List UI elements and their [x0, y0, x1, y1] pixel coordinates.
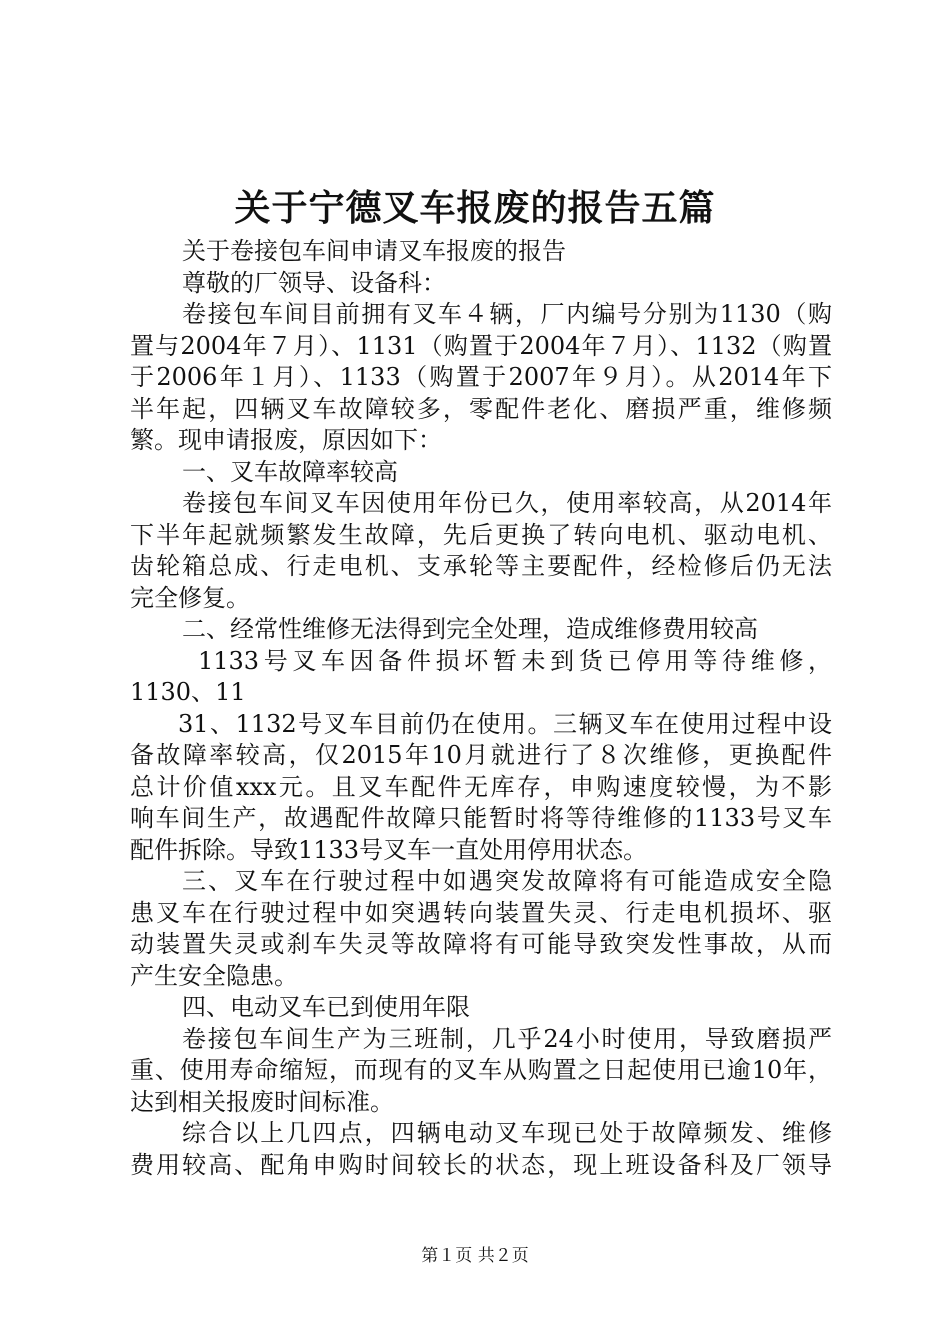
section-heading: 三、叉车在行驶过程中如遇突发故障将有可能造成安全隐 — [182, 867, 832, 895]
paragraph-line: 重、使用寿命缩短，而现有的叉车从购置之日起使用已逾10年， — [130, 1056, 832, 1084]
paragraph-line: 备故障率较高，仅2015年10月就进行了８次维修，更换配件 — [130, 741, 832, 769]
subtitle-line: 关于卷接包车间申请叉车报废的报告 — [182, 237, 566, 265]
paragraph-line: 下半年起就频繁发生故障，先后更换了转向电机、驱动电机、 — [130, 520, 832, 549]
paragraph-line: 完全修复。 — [130, 583, 250, 612]
paragraph-line: 半年起，四辆叉车故障较多，零配件老化、磨损严重，维修频 — [130, 394, 832, 423]
page-footer: 第１页 共２页 — [421, 1246, 529, 1266]
document-title: 关于宁德叉车报废的报告五篇 — [234, 187, 716, 229]
salutation-line: 尊敬的厂领导、设备科： — [182, 268, 446, 297]
paragraph-line: 配件拆除。导致1133号叉车一直处用停用状态。 — [130, 835, 648, 864]
document-body — [130, 236, 832, 1181]
paragraph-line: 齿轮箱总成、行走电机、支承轮等主要配件，经检修后仍无法 — [130, 552, 832, 580]
paragraph-line: 1130、11 — [130, 678, 246, 706]
paragraph-line: 繁。现申请报废，原因如下： — [130, 426, 442, 454]
paragraph-line: 31、1132号叉车目前仍在使用。三辆叉车在使用过程中设 — [178, 709, 832, 738]
paragraph-line: 费用较高、配角申购时间较长的状态，现上班设备科及厂领导 — [130, 1150, 832, 1179]
section-heading: 二、经常性维修无法得到完全处理，造成维修费用较高 — [182, 615, 758, 643]
paragraph-line: 总计价值xxx元。且叉车配件无库存，申购速度较慢，为不影 — [130, 772, 832, 801]
paragraph-line: 1133号叉车因备件损坏暂未到货已停用等待维修， — [198, 646, 832, 675]
paragraph-line: 动装置失灵或刹车失灵等故障将有可能导致突发性事故，从而 — [130, 930, 832, 958]
paragraph-line: 置与2004年７月）、1131（购置于2004年７月）、1132（购置 — [130, 331, 832, 360]
paragraph-line: 综合以上几四点，四辆电动叉车现已处于故障频发、维修 — [182, 1119, 832, 1147]
paragraph-line: 产生安全隐患。 — [130, 961, 298, 990]
paragraph-line: 于2006年１月）、1133（购置于2007年９月）。从2014年下 — [130, 363, 832, 391]
section-heading: 四、电动叉车已到使用年限 — [182, 993, 470, 1021]
paragraph-line: 卷接包车间生产为三班制，几乎24小时使用，导致磨损严 — [182, 1024, 832, 1053]
section-heading: 一、叉车故障率较高 — [182, 457, 398, 486]
paragraph-line: 患叉车在行驶过程中如突遇转向装置失灵、行走电机损坏、驱 — [130, 898, 832, 927]
paragraph-line: 卷接包车间叉车因使用年份已久，使用率较高，从2014年 — [182, 489, 832, 517]
paragraph-line: 卷接包车间目前拥有叉车４辆，厂内编号分别为1130（购 — [182, 300, 832, 328]
paragraph-line: 达到相关报废时间标准。 — [130, 1087, 394, 1116]
paragraph-line: 响车间生产，故遇配件故障只能暂时将等待维修的1133号叉车 — [130, 804, 832, 832]
